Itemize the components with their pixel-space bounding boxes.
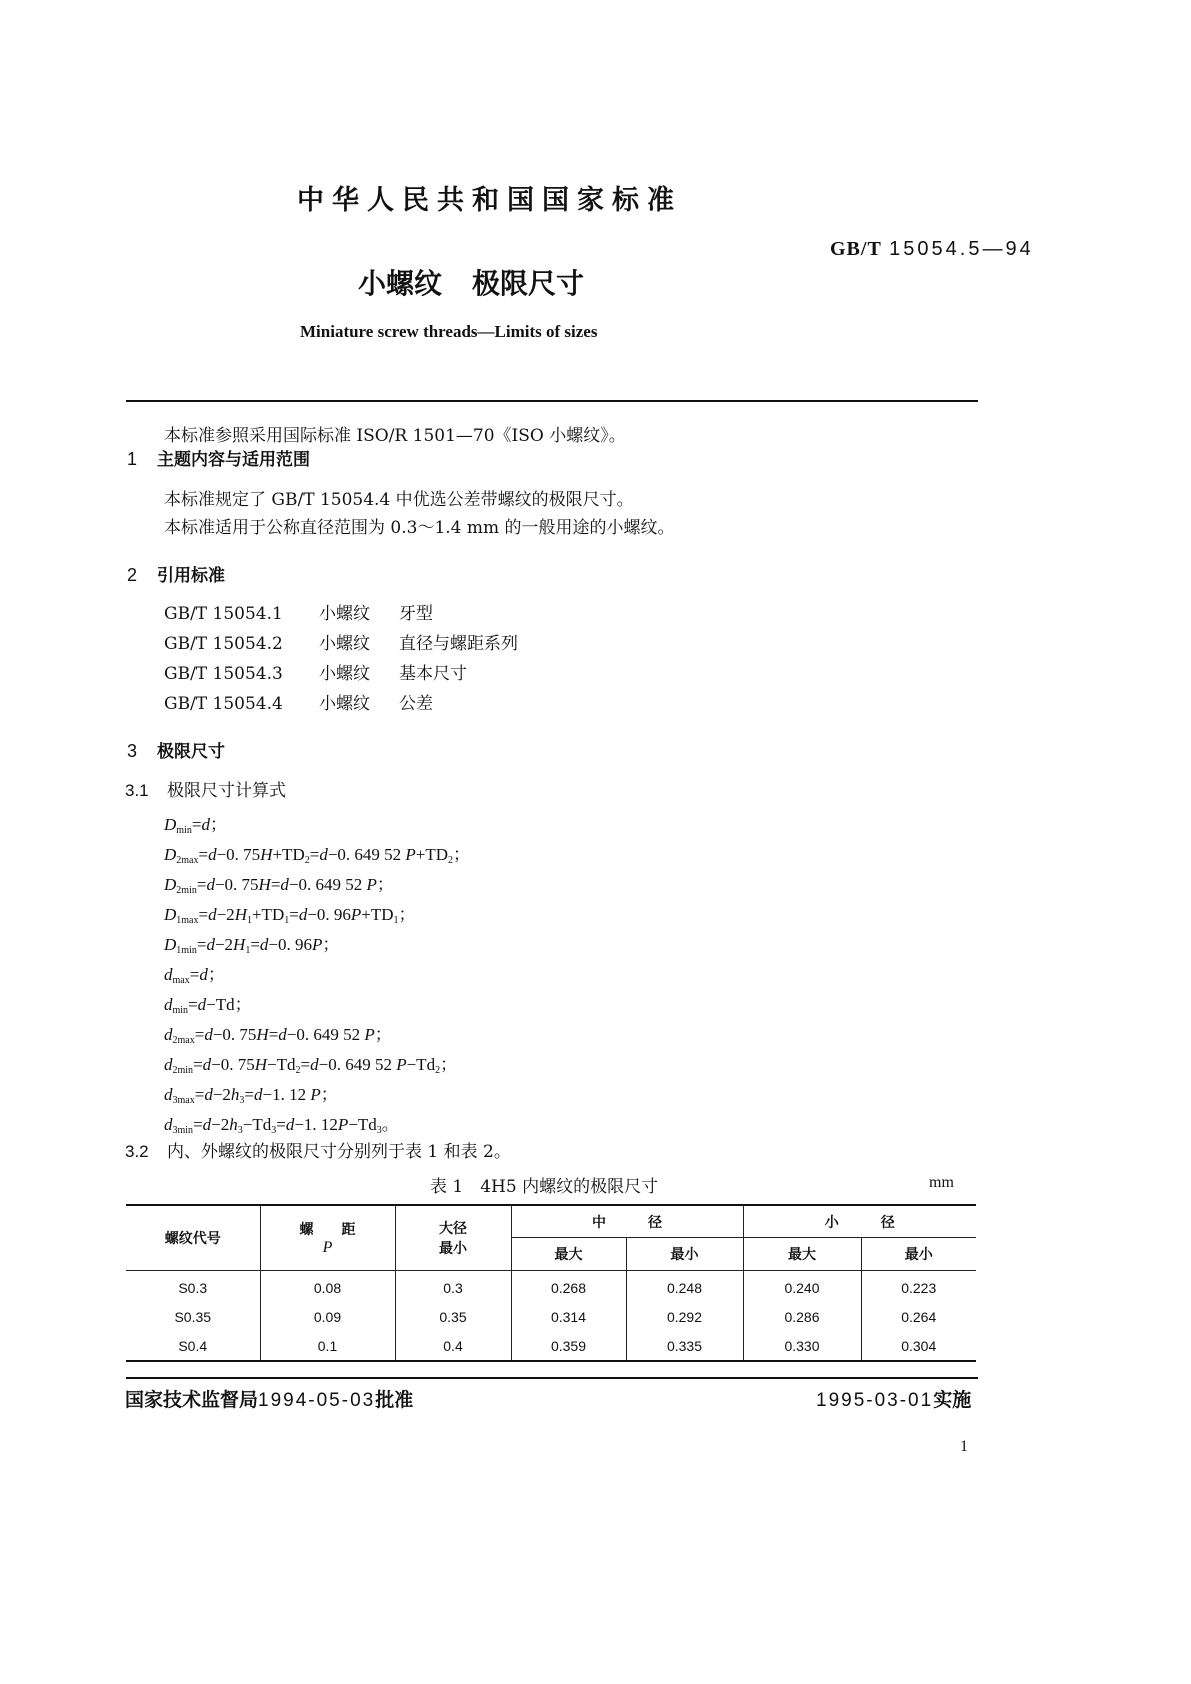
footer-divider — [126, 1377, 978, 1379]
formula-D1-min: $D_{1min}=d-2H_1=d-0$. 96P； — [164, 935, 340, 956]
standard-code-prefix: GB/T — [830, 238, 882, 260]
subsection-text: 内、外螺纹的极限尺寸分别列于表 1 和表 2。 — [167, 1142, 511, 1162]
section-number: 1 — [127, 449, 138, 469]
approval-label: 批准 — [375, 1389, 414, 1411]
table-row — [126, 1271, 976, 1303]
header-pitch — [260, 1205, 395, 1271]
formula-D2-min: $D_{2min}=d-0$. 75H=d−0. 649 52 P； — [164, 875, 394, 896]
formula-d-min: $d_{min}=d-Td$； — [164, 995, 252, 1016]
cell-pitch-min: 0.292 — [626, 1302, 743, 1331]
table-row — [126, 1331, 976, 1361]
section-title: 主题内容与适用范围 — [157, 450, 310, 470]
header-minor-diameter: 小 径 — [743, 1205, 976, 1238]
reference-code: GB/T 15054.3 — [164, 664, 283, 684]
cell-minor-min: 0.264 — [861, 1302, 976, 1331]
reference-code: GB/T 15054.4 — [164, 694, 283, 714]
reference-topic: 牙型 — [399, 604, 433, 624]
reference-topic: 公差 — [399, 694, 433, 714]
formula-d3-min: $d_{3min}=d-2h_3-Td_3=d-1$. $12P-Td_3$。 — [164, 1115, 399, 1136]
national-standard-heading: 中华人民共和国国家标准 — [297, 185, 682, 216]
standard-code — [830, 236, 1034, 261]
cell-pitch: 0.08 — [260, 1271, 395, 1303]
cell-pitch-max: 0.314 — [511, 1302, 626, 1331]
cell-minor-max: 0.286 — [743, 1302, 861, 1331]
document-title-en: Miniature screw threads—Limits of sizes — [300, 322, 598, 341]
header-major-line1: 大径 — [439, 1221, 467, 1237]
reference-topic: 直径与螺距系列 — [399, 634, 518, 654]
limits-table — [126, 1204, 976, 1362]
formula-D-min: $D_{min}=d$； — [164, 815, 227, 836]
intro-paragraph: 本标准参照采用国际标准 ISO/R 1501—70《ISO 小螺纹》。 — [164, 426, 626, 446]
title-cn-part2: 极限尺寸 — [472, 267, 585, 300]
reference-item — [164, 694, 433, 714]
header-pitch-diameter: 中 径 — [511, 1205, 743, 1238]
cell-pitch-min: 0.335 — [626, 1331, 743, 1361]
reference-code: GB/T 15054.1 — [164, 604, 283, 624]
page-number: 1 — [960, 1438, 968, 1455]
header-thread-code: 螺纹代号 — [126, 1205, 260, 1271]
header-pitch-symbol: P — [322, 1239, 333, 1256]
cell-minor-min: 0.304 — [861, 1331, 976, 1361]
header-major-line2: 最小 — [439, 1241, 467, 1257]
reference-subject: 小螺纹 — [319, 694, 370, 714]
cell-minor-min: 0.223 — [861, 1271, 976, 1303]
cell-code: S0.35 — [126, 1302, 260, 1331]
title-cn-part1: 小螺纹 — [358, 267, 443, 300]
section-1-paragraph-1: 本标准规定了 GB/T 15054.4 中优选公差带螺纹的极限尺寸。 — [164, 490, 634, 510]
cell-pitch-max: 0.359 — [511, 1331, 626, 1361]
formula-D2-max: $D_{2max}=d-0$. $75H+TD_2=d-0$. 649 52 $P+TD_2$； — [164, 845, 471, 866]
header-pitch-dia-max: 最大 — [511, 1238, 626, 1271]
formula-d-max: $d_{max}=d$； — [164, 965, 225, 986]
reference-subject: 小螺纹 — [319, 634, 370, 654]
cell-pitch: 0.09 — [260, 1302, 395, 1331]
approval-date: 1994-05-03 — [258, 1390, 376, 1411]
cell-code: S0.4 — [126, 1331, 260, 1361]
approving-authority: 国家技术监督局 — [125, 1389, 259, 1411]
formula-D1-max: $D_{1max}=d-2H_1+TD_1=d-0$. $96P+TD_1$； — [164, 905, 416, 926]
table-unit: mm — [929, 1174, 954, 1191]
subsection-number: 3.1 — [125, 781, 149, 800]
cell-pitch-min: 0.248 — [626, 1271, 743, 1303]
section-1-heading — [127, 445, 310, 470]
standard-code-number: 15054.5—94 — [889, 238, 1034, 260]
header-major-diameter — [395, 1205, 511, 1271]
header-divider — [126, 400, 978, 402]
cell-pitch-max: 0.268 — [511, 1271, 626, 1303]
reference-item — [164, 604, 433, 624]
section-title: 极限尺寸 — [157, 742, 225, 762]
section-3-heading — [127, 737, 225, 762]
section-1-paragraph-2: 本标准适用于公称直径范围为 0.3～1.4 mm 的一般用途的小螺纹。 — [164, 518, 675, 538]
cell-minor-max: 0.240 — [743, 1271, 861, 1303]
formula-d2-max: $d_{2max}=d-0$. 75H=d−0. 649 52 P； — [164, 1025, 392, 1046]
section-number: 3 — [127, 741, 138, 761]
subsection-title: 极限尺寸计算式 — [167, 781, 286, 801]
header-pitch-dia-min: 最小 — [626, 1238, 743, 1271]
header-pitch-label: 螺 距 — [299, 1222, 356, 1238]
subsection-3-2 — [125, 1142, 511, 1162]
reference-item — [164, 634, 518, 654]
subsection-3-1-heading — [125, 781, 286, 801]
document-title-cn — [358, 262, 584, 302]
effective-date: 1995-03-01 — [816, 1390, 934, 1411]
cell-major-min: 0.3 — [395, 1271, 511, 1303]
section-2-heading — [127, 561, 225, 586]
reference-item — [164, 664, 467, 684]
table-row — [126, 1302, 976, 1331]
header-minor-dia-max: 最大 — [743, 1238, 861, 1271]
subsection-number: 3.2 — [125, 1142, 149, 1161]
header-minor-dia-min: 最小 — [861, 1238, 976, 1271]
reference-code: GB/T 15054.2 — [164, 634, 283, 654]
section-title: 引用标准 — [157, 566, 225, 586]
cell-minor-max: 0.330 — [743, 1331, 861, 1361]
effective-label: 实施 — [933, 1389, 972, 1411]
cell-major-min: 0.35 — [395, 1302, 511, 1331]
cell-pitch: 0.1 — [260, 1331, 395, 1361]
cell-code: S0.3 — [126, 1271, 260, 1303]
reference-subject: 小螺纹 — [319, 664, 370, 684]
table-caption: 表 1 4H5 内螺纹的极限尺寸 — [430, 1177, 659, 1197]
approval-line — [125, 1385, 413, 1412]
effective-line — [816, 1385, 971, 1412]
formula-d3-max: $d_{3max}=d-2h_3=d-1$. 12 P； — [164, 1085, 338, 1106]
reference-subject: 小螺纹 — [319, 604, 370, 624]
formula-d2-min: $d_{2min}=d-0$. $75H-Td_2=d-0$. 649 52 $P-Td_2$； — [164, 1055, 458, 1076]
reference-topic: 基本尺寸 — [399, 664, 467, 684]
section-number: 2 — [127, 565, 138, 585]
cell-major-min: 0.4 — [395, 1331, 511, 1361]
